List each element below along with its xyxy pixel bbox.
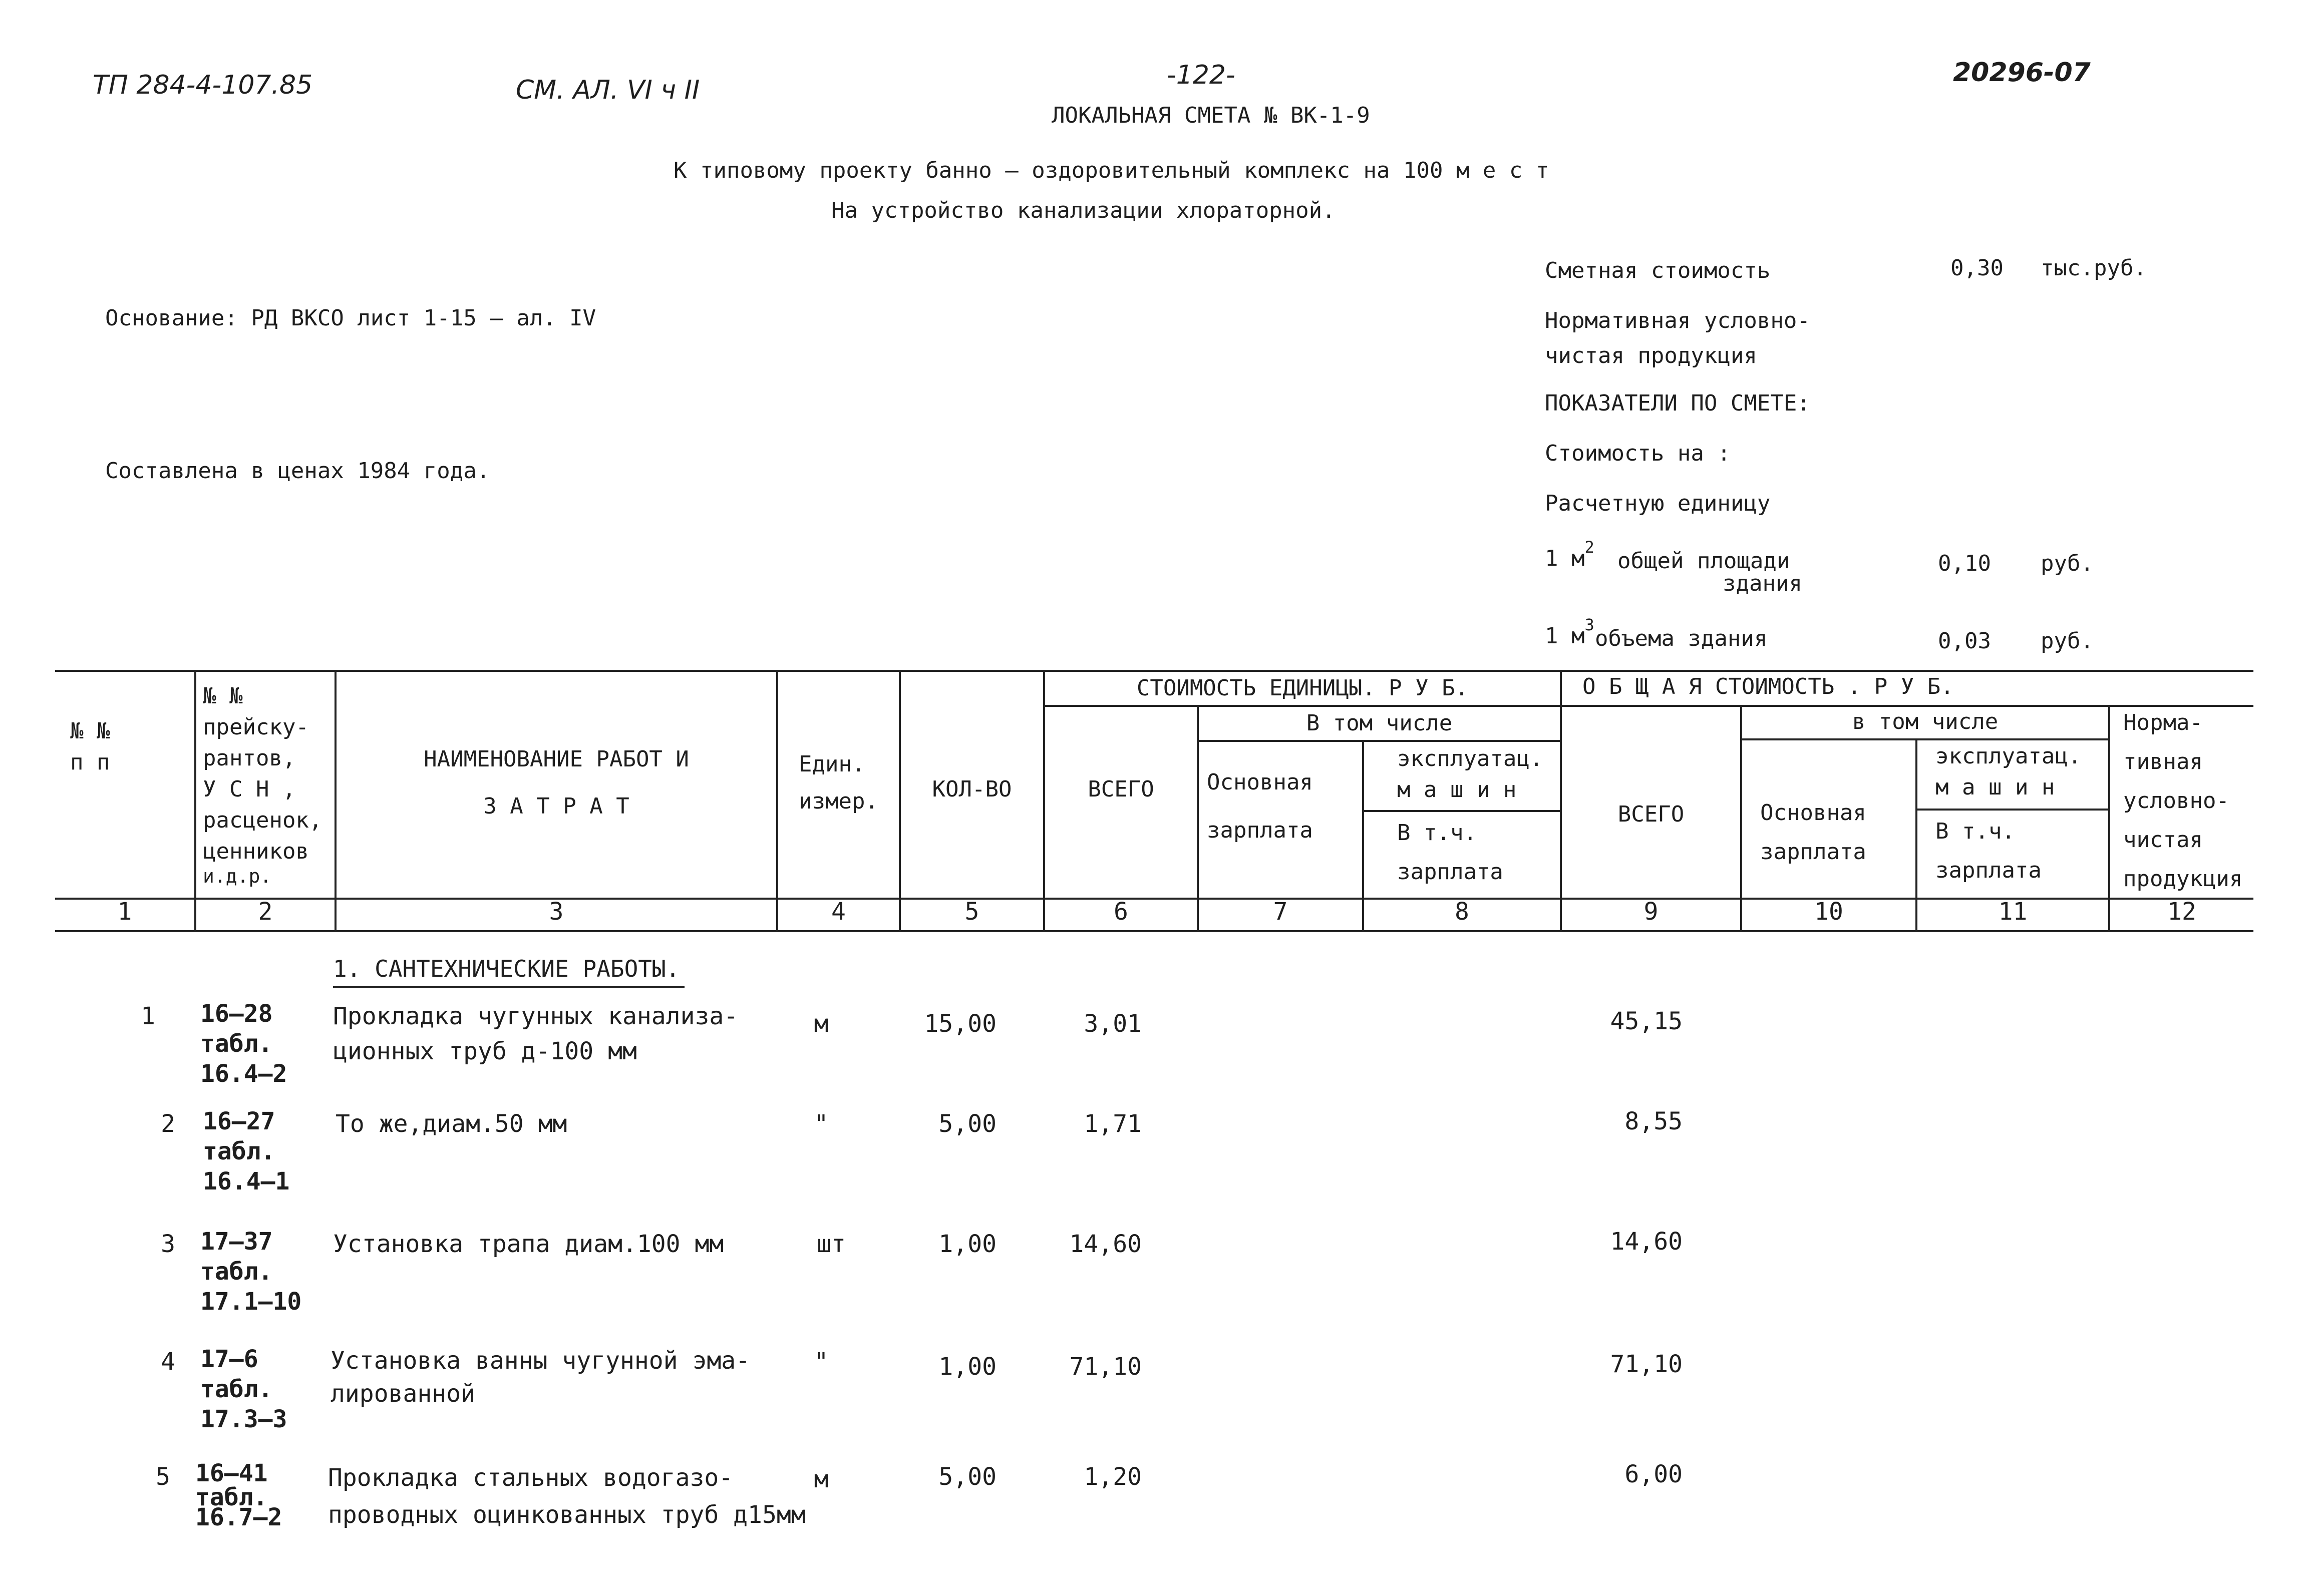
row-total-cost: 45,15 (1610, 1007, 1683, 1035)
header-row-number (70, 716, 110, 778)
column-number: 5 (964, 898, 979, 926)
row-number: 5 (156, 1463, 170, 1491)
row-unit: м (814, 1465, 829, 1493)
row-unit: " (814, 1348, 829, 1376)
header-work-name (337, 736, 776, 830)
header-normative-product-line: тивная (2123, 749, 2203, 774)
header-price-codes-line: № № (203, 683, 243, 709)
header-unit-incl-salary (1397, 814, 1503, 892)
purpose-line: На устройство канализации хлораторной. (831, 198, 1336, 223)
row-quantity: 5,00 (938, 1463, 997, 1491)
header-row-number-line: № № (70, 718, 110, 744)
header-total-machines-line: эксплуатац. (1935, 743, 2082, 769)
project-code: ТП 284-4-107.85 (93, 70, 313, 100)
header-unit-base-salary (1207, 758, 1313, 855)
header-total-machines (1935, 741, 2081, 803)
estimated-cost-label: Сметная стоимость (1545, 258, 1771, 283)
header-unit-incl-salary-line: В т.ч. (1397, 820, 1477, 846)
row-unit: м (814, 1010, 829, 1038)
volume-unit: 1 м (1545, 623, 1585, 649)
row-quantity: 1,00 (938, 1353, 997, 1381)
row-work-name-line: Установка трапа диам.100 мм (333, 1230, 724, 1258)
row-price-code (200, 1344, 287, 1434)
row-work-name (333, 999, 738, 1069)
volume-indicator-text: объема здания (1595, 626, 1768, 651)
row-price-code (203, 1106, 289, 1196)
header-work-name-line: НАИМЕНОВАНИЕ РАБОТ И (424, 746, 689, 772)
header-total-base-salary-line: Основная (1760, 800, 1866, 826)
row-price-code-line: 17–6 (200, 1345, 258, 1373)
row-unit-cost: 1,71 (1084, 1110, 1142, 1138)
row-work-name-line: То же,диам.50 мм (336, 1110, 567, 1138)
total-machines-rule (1915, 809, 2108, 811)
column-number: 7 (1273, 898, 1288, 926)
header-total-cost: О Б Щ А Я СТОИМОСТЬ . Р У Б. (1582, 674, 1954, 699)
row-quantity: 15,00 (924, 1010, 997, 1038)
header-unit-base-salary-line: зарплата (1207, 818, 1313, 843)
row-number: 3 (161, 1230, 175, 1258)
column-number: 10 (1814, 898, 1843, 926)
header-grand-total: ВСЕГО (1617, 802, 1685, 827)
row-work-name-line: ционных труб д-100 мм (333, 1037, 637, 1065)
row-quantity: 5,00 (938, 1110, 997, 1138)
calc-unit-label: Расчетную единицу (1545, 491, 1771, 516)
column-number: 9 (1643, 898, 1659, 926)
row-total-cost: 8,55 (1624, 1107, 1683, 1135)
row-work-name (331, 1344, 750, 1410)
volume-indicator-value: 0,03 (1938, 628, 1991, 654)
area-indicator-text-2: здания (1723, 571, 1802, 596)
header-unit-cost: СТОИМОСТЬ ЕДИНИЦЫ. Р У Б. (1136, 675, 1469, 701)
header-price-codes-line: рантов, (203, 745, 296, 771)
row-price-code-line: табл. (200, 1030, 273, 1058)
estimated-cost-unit: тыс.руб. (2041, 255, 2147, 281)
header-normative-product-line: Норма- (2123, 710, 2203, 735)
header-total-incl-salary-line: зарплата (1935, 858, 2042, 883)
row-work-name (336, 1106, 567, 1141)
header-price-codes-line: расценок, (203, 808, 322, 833)
column-number: 2 (258, 898, 273, 926)
header-total-machines-line: м а ш и н (1935, 774, 2055, 800)
row-number: 1 (141, 1002, 155, 1030)
estimated-cost-value: 0,30 (1950, 255, 2004, 281)
header-unit-incl-salary-line: зарплата (1397, 859, 1503, 885)
row-price-code (200, 999, 287, 1089)
header-unit-machines (1397, 743, 1543, 806)
unit-machines-rule (1362, 810, 1560, 812)
header-unit-base-salary-line: Основная (1207, 769, 1313, 795)
row-price-code-line: 16–41 (195, 1459, 268, 1487)
row-work-name-line: Прокладка чугунных канализа- (333, 1002, 739, 1030)
row-work-name (328, 1459, 806, 1533)
area-indicator-prefix (1545, 538, 1594, 573)
row-number: 4 (161, 1348, 175, 1376)
row-unit-cost: 14,60 (1069, 1230, 1142, 1258)
row-price-code (195, 1459, 282, 1531)
row-unit: шт (817, 1230, 846, 1258)
section-title: 1. САНТЕХНИЧЕСКИЕ РАБОТЫ. (333, 951, 685, 988)
row-work-name-line: Установка ванны чугунной эма- (331, 1347, 751, 1375)
header-normative-product-line: продукция (2123, 866, 2243, 892)
project-line: К типовому проекту банно – оздоровительный комплекс на 100 м е с т (674, 158, 1549, 183)
row-unit: " (814, 1110, 829, 1138)
price-basis-text: Составлена в ценах 1984 года. (105, 458, 490, 484)
header-price-codes (203, 681, 322, 885)
row-work-name-line: Прокладка стальных водогазо- (328, 1464, 734, 1492)
album-reference: СМ. АЛ. VI ч II (516, 75, 700, 105)
header-price-codes-line: и.д.р. (203, 865, 272, 887)
row-number: 2 (161, 1110, 175, 1138)
row-price-code-line: 16.4–2 (200, 1060, 287, 1088)
header-unit-line: Един. (799, 751, 865, 777)
col-divider-3 (776, 670, 778, 931)
document-number: 20296-07 (1953, 58, 2091, 88)
row-price-code-line: 16–28 (200, 1000, 273, 1028)
header-row-number-line: п п (70, 749, 110, 775)
row-price-code-line: 16–27 (203, 1107, 275, 1135)
header-unit-machines-line: эксплуатац. (1397, 746, 1543, 771)
row-work-name (333, 1227, 724, 1262)
header-total-incl-salary-line: В т.ч. (1935, 819, 2015, 844)
volume-indicator-prefix (1545, 615, 1594, 651)
row-price-code-line: 17.1–10 (200, 1288, 302, 1316)
header-normative-product-line: чистая (2123, 827, 2203, 853)
basis-text: Основание: РД ВКСО лист 1-15 – ал. IV (105, 305, 596, 331)
column-number: 12 (2167, 898, 2196, 926)
header-unit-machines-line: м а ш и н (1397, 777, 1517, 803)
volume-unit-power: 3 (1584, 615, 1594, 634)
row-unit-cost: 3,01 (1084, 1010, 1142, 1038)
column-number: 4 (831, 898, 846, 926)
column-number: 3 (549, 898, 564, 926)
row-price-code (200, 1227, 301, 1317)
row-total-cost: 6,00 (1624, 1460, 1683, 1488)
row-price-code-line: 16.7–2 (195, 1503, 282, 1531)
estimate-title: ЛОКАЛЬНАЯ СМЕТА № ВК-1-9 (1052, 103, 1370, 128)
header-unit-total: ВСЕГО (1088, 776, 1154, 802)
row-unit-cost: 71,10 (1069, 1353, 1142, 1381)
column-number: 6 (1114, 898, 1128, 926)
header-price-codes-line: ценников (203, 839, 309, 864)
row-price-code-line: табл. (200, 1258, 273, 1286)
header-quantity: КОЛ-ВО (932, 776, 1012, 802)
row-price-code-line: 17.3–3 (200, 1405, 287, 1433)
header-price-codes-line: прейску- (203, 714, 309, 740)
header-unit-line: измер. (799, 788, 878, 814)
row-total-cost: 71,10 (1610, 1350, 1683, 1378)
row-quantity: 1,00 (938, 1230, 997, 1258)
col-divider-1 (194, 670, 196, 931)
normative-label-1: Нормативная условно- (1545, 308, 1810, 333)
row-price-code-line: табл. (200, 1375, 273, 1403)
page-number: -122- (1167, 60, 1235, 90)
header-total-incl-salary (1935, 812, 2042, 890)
cost-on-label: Стоимость на : (1545, 441, 1731, 466)
row-price-code-line: 16.4–1 (203, 1167, 290, 1195)
row-price-code-line: 17–37 (200, 1228, 273, 1256)
header-work-name-line: З А Т Р А Т (483, 793, 629, 819)
row-unit-cost: 1,20 (1084, 1463, 1142, 1491)
row-total-cost: 14,60 (1610, 1228, 1683, 1256)
column-number: 11 (1998, 898, 2028, 926)
indicators-heading: ПОКАЗАТЕЛИ ПО СМЕТЕ: (1545, 390, 1810, 416)
header-total-base-salary-line: зарплата (1760, 839, 1866, 865)
area-unit-power: 2 (1584, 538, 1594, 557)
row-price-code-line: табл. (203, 1137, 275, 1165)
header-normative-product (2123, 703, 2242, 899)
volume-indicator-unit: руб. (2041, 628, 2094, 654)
area-indicator-text-1: общей площади (1617, 548, 1790, 574)
header-total-base-salary (1760, 793, 1866, 872)
row-work-name-line: лированной (331, 1380, 475, 1408)
header-price-codes-line: У С Н , (203, 776, 296, 802)
row-work-name-line: проводных оцинкованных труб д15мм (328, 1501, 806, 1529)
area-unit: 1 м (1545, 546, 1585, 571)
header-unit (799, 746, 878, 820)
area-indicator-unit: руб. (2041, 551, 2094, 576)
header-normative-product-line: условно- (2123, 788, 2229, 814)
area-indicator-value: 0,10 (1938, 551, 1991, 576)
row-price-code-line: табл. (195, 1483, 268, 1511)
column-number: 8 (1455, 898, 1469, 926)
column-number: 1 (117, 898, 132, 926)
header-unit-including: В том числе (1306, 710, 1453, 736)
header-total-including: в том числе (1852, 709, 1999, 734)
normative-label-2: чистая продукция (1545, 343, 1757, 368)
column-numbers-rule (55, 930, 2253, 932)
